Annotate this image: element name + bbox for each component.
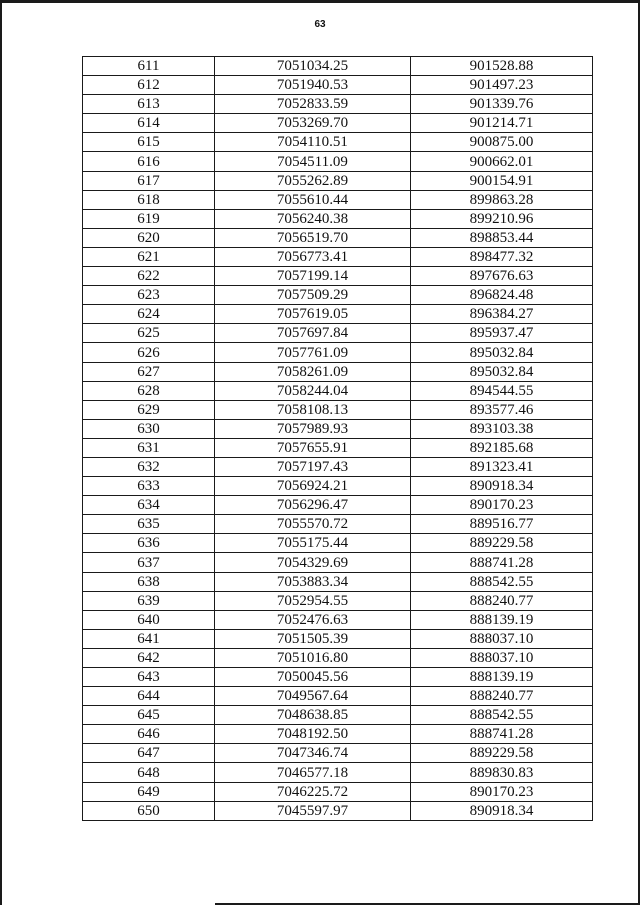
point-number-cell: 650 (83, 801, 215, 820)
x-coordinate-cell: 7058108.13 (215, 400, 411, 419)
point-number-cell: 637 (83, 553, 215, 572)
y-coordinate-cell: 901214.71 (411, 114, 593, 133)
x-coordinate-cell: 7050045.56 (215, 668, 411, 687)
table-row (83, 267, 593, 286)
point-number-cell: 646 (83, 725, 215, 744)
table-row (83, 114, 593, 133)
point-number-cell: 616 (83, 152, 215, 171)
point-number-cell: 630 (83, 419, 215, 438)
point-number-cell: 614 (83, 114, 215, 133)
point-number-cell: 629 (83, 400, 215, 419)
point-number-cell: 619 (83, 209, 215, 228)
x-coordinate-cell: 7054110.51 (215, 133, 411, 152)
y-coordinate-cell: 889516.77 (411, 515, 593, 534)
table-row (83, 419, 593, 438)
point-number-cell: 613 (83, 95, 215, 114)
table-row (83, 438, 593, 457)
x-coordinate-cell: 7057619.05 (215, 305, 411, 324)
point-number-cell: 624 (83, 305, 215, 324)
point-number-cell: 631 (83, 438, 215, 457)
point-number-cell: 648 (83, 763, 215, 782)
y-coordinate-cell: 889229.58 (411, 534, 593, 553)
x-coordinate-cell: 7056773.41 (215, 247, 411, 266)
point-number-cell: 644 (83, 687, 215, 706)
point-number-cell: 615 (83, 133, 215, 152)
x-coordinate-cell: 7055610.44 (215, 190, 411, 209)
y-coordinate-cell: 894544.55 (411, 381, 593, 400)
point-number-cell: 636 (83, 534, 215, 553)
scan-border-top (0, 0, 640, 3)
x-coordinate-cell: 7053269.70 (215, 114, 411, 133)
point-number-cell: 628 (83, 381, 215, 400)
y-coordinate-cell: 898477.32 (411, 247, 593, 266)
table-row (83, 477, 593, 496)
x-coordinate-cell: 7051940.53 (215, 76, 411, 95)
point-number-cell: 626 (83, 343, 215, 362)
table-row (83, 725, 593, 744)
point-number-cell: 649 (83, 782, 215, 801)
point-number-cell: 634 (83, 496, 215, 515)
y-coordinate-cell: 895032.84 (411, 343, 593, 362)
table-row (83, 209, 593, 228)
coordinates-table-body (83, 57, 593, 821)
y-coordinate-cell: 889830.83 (411, 763, 593, 782)
table-row (83, 801, 593, 820)
x-coordinate-cell: 7057989.93 (215, 419, 411, 438)
point-number-cell: 618 (83, 190, 215, 209)
point-number-cell: 642 (83, 648, 215, 667)
x-coordinate-cell: 7056519.70 (215, 228, 411, 247)
coordinates-table (82, 56, 593, 821)
point-number-cell: 643 (83, 668, 215, 687)
x-coordinate-cell: 7057197.43 (215, 457, 411, 476)
x-coordinate-cell: 7051505.39 (215, 629, 411, 648)
x-coordinate-cell: 7055262.89 (215, 171, 411, 190)
y-coordinate-cell: 901528.88 (411, 57, 593, 76)
x-coordinate-cell: 7056240.38 (215, 209, 411, 228)
y-coordinate-cell: 888139.19 (411, 668, 593, 687)
y-coordinate-cell: 901339.76 (411, 95, 593, 114)
table-row (83, 381, 593, 400)
point-number-cell: 632 (83, 457, 215, 476)
table-row (83, 610, 593, 629)
y-coordinate-cell: 892185.68 (411, 438, 593, 457)
point-number-cell: 638 (83, 572, 215, 591)
y-coordinate-cell: 888542.55 (411, 572, 593, 591)
y-coordinate-cell: 900875.00 (411, 133, 593, 152)
table-row (83, 95, 593, 114)
page-number: 63 (314, 19, 326, 30)
x-coordinate-cell: 7055570.72 (215, 515, 411, 534)
x-coordinate-cell: 7046225.72 (215, 782, 411, 801)
table-row (83, 228, 593, 247)
y-coordinate-cell: 890918.34 (411, 801, 593, 820)
y-coordinate-cell: 888037.10 (411, 648, 593, 667)
point-number-cell: 622 (83, 267, 215, 286)
y-coordinate-cell: 900154.91 (411, 171, 593, 190)
x-coordinate-cell: 7054511.09 (215, 152, 411, 171)
y-coordinate-cell: 896824.48 (411, 286, 593, 305)
x-coordinate-cell: 7056924.21 (215, 477, 411, 496)
y-coordinate-cell: 891323.41 (411, 457, 593, 476)
point-number-cell: 647 (83, 744, 215, 763)
table-row (83, 629, 593, 648)
table-row (83, 648, 593, 667)
table-row (83, 400, 593, 419)
point-number-cell: 611 (83, 57, 215, 76)
x-coordinate-cell: 7052833.59 (215, 95, 411, 114)
table-row (83, 305, 593, 324)
table-row (83, 76, 593, 95)
y-coordinate-cell: 899863.28 (411, 190, 593, 209)
y-coordinate-cell: 895032.84 (411, 362, 593, 381)
table-row (83, 706, 593, 725)
y-coordinate-cell: 893577.46 (411, 400, 593, 419)
y-coordinate-cell: 897676.63 (411, 267, 593, 286)
point-number-cell: 620 (83, 228, 215, 247)
table-row (83, 591, 593, 610)
table-row (83, 668, 593, 687)
y-coordinate-cell: 890170.23 (411, 782, 593, 801)
table-row (83, 190, 593, 209)
x-coordinate-cell: 7052476.63 (215, 610, 411, 629)
y-coordinate-cell: 901497.23 (411, 76, 593, 95)
x-coordinate-cell: 7057199.14 (215, 267, 411, 286)
x-coordinate-cell: 7057697.84 (215, 324, 411, 343)
y-coordinate-cell: 896384.27 (411, 305, 593, 324)
y-coordinate-cell: 888240.77 (411, 687, 593, 706)
x-coordinate-cell: 7052954.55 (215, 591, 411, 610)
point-number-cell: 645 (83, 706, 215, 725)
table-row (83, 687, 593, 706)
y-coordinate-cell: 888741.28 (411, 725, 593, 744)
scan-border-left (0, 0, 2, 905)
point-number-cell: 617 (83, 171, 215, 190)
point-number-cell: 627 (83, 362, 215, 381)
x-coordinate-cell: 7051034.25 (215, 57, 411, 76)
y-coordinate-cell: 900662.01 (411, 152, 593, 171)
point-number-cell: 641 (83, 629, 215, 648)
x-coordinate-cell: 7051016.80 (215, 648, 411, 667)
table-row (83, 133, 593, 152)
table-row (83, 763, 593, 782)
y-coordinate-cell: 888240.77 (411, 591, 593, 610)
table-row (83, 343, 593, 362)
point-number-cell: 625 (83, 324, 215, 343)
x-coordinate-cell: 7048192.50 (215, 725, 411, 744)
table-row (83, 152, 593, 171)
table-row (83, 744, 593, 763)
point-number-cell: 639 (83, 591, 215, 610)
y-coordinate-cell: 889229.58 (411, 744, 593, 763)
y-coordinate-cell: 895937.47 (411, 324, 593, 343)
x-coordinate-cell: 7046577.18 (215, 763, 411, 782)
table-row (83, 171, 593, 190)
x-coordinate-cell: 7057761.09 (215, 343, 411, 362)
table-row (83, 324, 593, 343)
y-coordinate-cell: 888542.55 (411, 706, 593, 725)
x-coordinate-cell: 7057655.91 (215, 438, 411, 457)
x-coordinate-cell: 7054329.69 (215, 553, 411, 572)
y-coordinate-cell: 888139.19 (411, 610, 593, 629)
y-coordinate-cell: 888037.10 (411, 629, 593, 648)
table-row (83, 782, 593, 801)
x-coordinate-cell: 7047346.74 (215, 744, 411, 763)
table-row (83, 247, 593, 266)
point-number-cell: 633 (83, 477, 215, 496)
point-number-cell: 621 (83, 247, 215, 266)
point-number-cell: 623 (83, 286, 215, 305)
x-coordinate-cell: 7056296.47 (215, 496, 411, 515)
table-row (83, 572, 593, 591)
table-row (83, 496, 593, 515)
x-coordinate-cell: 7053883.34 (215, 572, 411, 591)
point-number-cell: 640 (83, 610, 215, 629)
table-row (83, 457, 593, 476)
x-coordinate-cell: 7058244.04 (215, 381, 411, 400)
y-coordinate-cell: 893103.38 (411, 419, 593, 438)
x-coordinate-cell: 7058261.09 (215, 362, 411, 381)
x-coordinate-cell: 7049567.64 (215, 687, 411, 706)
table-row (83, 515, 593, 534)
table-row (83, 553, 593, 572)
y-coordinate-cell: 898853.44 (411, 228, 593, 247)
y-coordinate-cell: 899210.96 (411, 209, 593, 228)
y-coordinate-cell: 890918.34 (411, 477, 593, 496)
table-row (83, 57, 593, 76)
x-coordinate-cell: 7045597.97 (215, 801, 411, 820)
table-row (83, 534, 593, 553)
y-coordinate-cell: 890170.23 (411, 496, 593, 515)
table-row (83, 362, 593, 381)
point-number-cell: 635 (83, 515, 215, 534)
x-coordinate-cell: 7055175.44 (215, 534, 411, 553)
point-number-cell: 612 (83, 76, 215, 95)
x-coordinate-cell: 7048638.85 (215, 706, 411, 725)
x-coordinate-cell: 7057509.29 (215, 286, 411, 305)
table-row (83, 286, 593, 305)
y-coordinate-cell: 888741.28 (411, 553, 593, 572)
